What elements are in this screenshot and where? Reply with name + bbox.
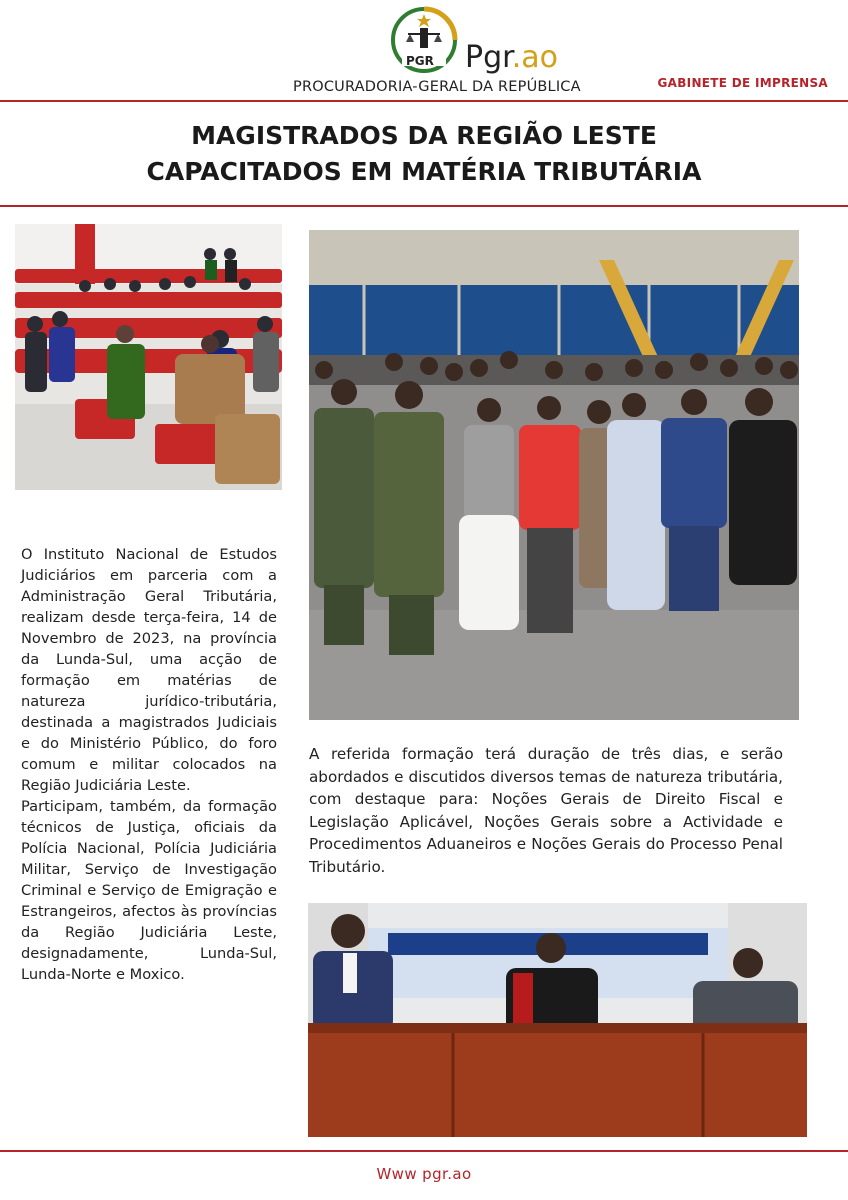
paragraph-2: Participam, também, da formação técnicos de Justiça, oficiais da Polícia Nacional, Polícia Judiciária Militar, Serviço de Investigação Criminal e Serviço de Emigração e Estrangeiros, afectos às províncias da Região Judiciária Leste, designadamente, Lunda-Sul, Lunda-Norte e Moxico. [21,798,277,983]
section-label: GABINETE DE IMPRENSA [657,76,828,90]
pgr-logo [390,6,458,76]
brand-name [465,40,558,75]
organization-name: PROCURADORIA-GERAL DA REPÚBLICA [293,79,581,95]
auditorium-photo [15,224,282,490]
title-line-2: CAPACITADOS EM MATÉRIA TRIBUTÁRIA [146,157,702,186]
group-photo [309,230,799,720]
footer-divider [0,1150,848,1152]
header-divider [0,100,848,102]
paragraph-3: A referida formação terá duração de três dias, e serão abordados e discutidos diversos temas de natureza tributária, com destaque para: Noções Gerais de Direito Fiscal e Legislação Aplicável, Noções Gerais sobre a Actividade e Procedimentos Aduaneiros e Noções Gerais do Processo Penal Tributário. [309,745,783,876]
brand-suffix: .ao [511,40,558,75]
panel-photo [308,903,807,1137]
paragraph-1: O Instituto Nacional de Estudos Judiciários em parceria com a Administração Geral Tributária, realizam desde terça-feira, 14 de Novembro de 2023, na província da Lunda-Sul, uma acção de formação em matérias de natureza jurídico-tributária, destinada a magistrados Judiciais e do Ministério Público, do foro comum e militar colocados na Região Judiciária Leste. [21,546,277,794]
article-body-left [21,544,277,985]
brand-main: Pgr [465,40,512,75]
title-divider [0,205,848,207]
logo-text: PGR [406,54,434,68]
website-link[interactable]: Www pgr.ao [376,1165,472,1183]
article-title [0,118,848,190]
title-line-1: MAGISTRADOS DA REGIÃO LESTE [191,121,657,150]
